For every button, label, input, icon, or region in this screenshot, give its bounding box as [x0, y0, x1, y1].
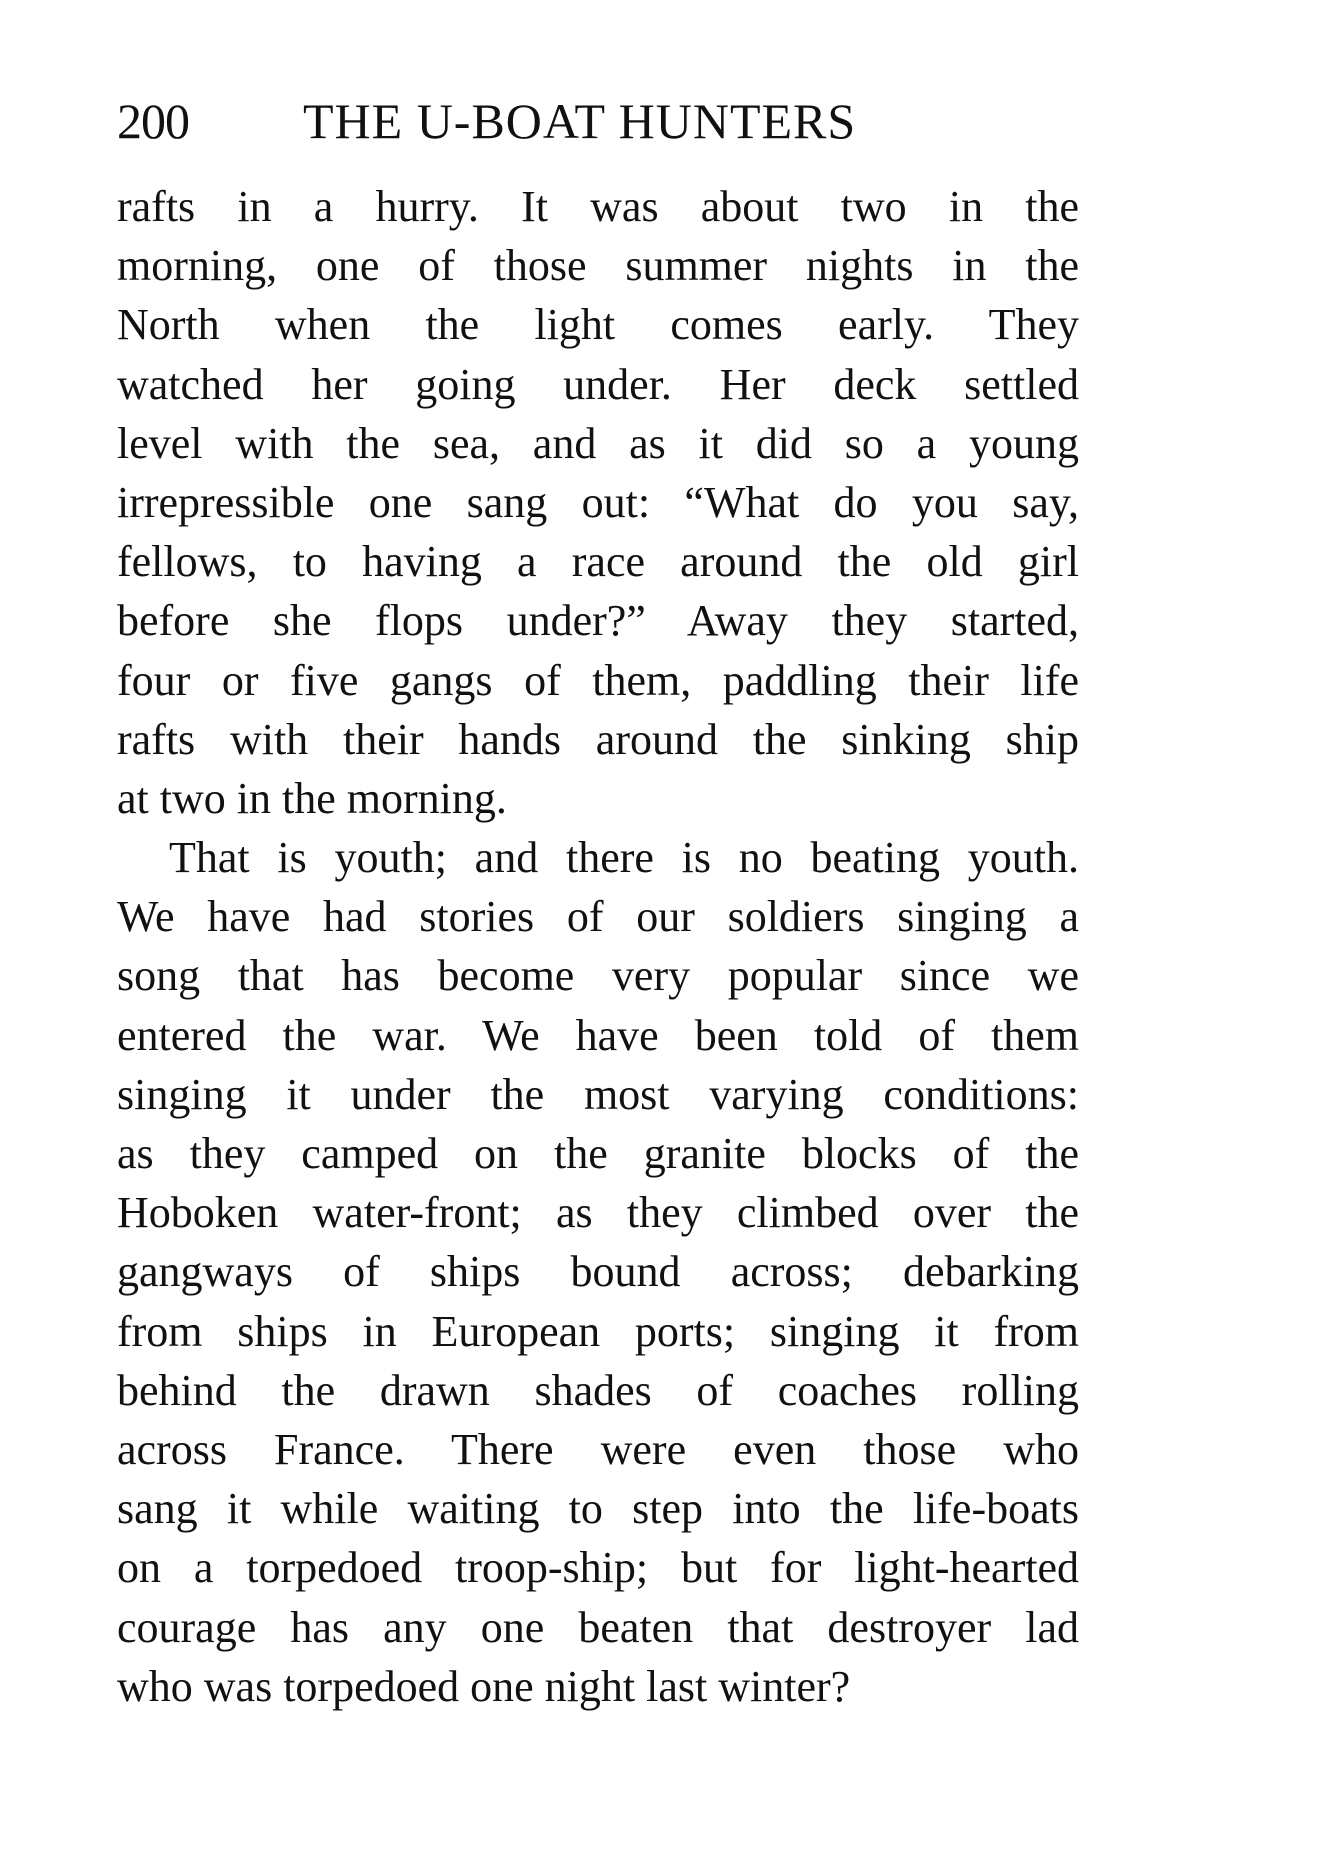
text-line: courage has any one beaten that destroyer lad [117, 1602, 1079, 1652]
text-line: rafts with their hands around the sinking ship [117, 714, 1079, 764]
text-line: morning, one of those summer nights in the [117, 241, 1079, 291]
text-line: rafts in a hurry. It was about two in the [117, 182, 1079, 231]
text-line: irrepressible one sang out: “What do you say, [117, 477, 1079, 527]
text-line: Hoboken water-front; as they climbed over the [117, 1188, 1079, 1238]
text-line: as they camped on the granite blocks of the [117, 1129, 1079, 1178]
text-line: from ships in European ports; singing it from [117, 1306, 1079, 1356]
text-line: watched her going under. Her deck settled [117, 359, 1079, 409]
paragraph-end-line: at two in the morning. [117, 773, 507, 823]
text-line: We have had stories of our soldiers singing a [117, 892, 1079, 942]
text-line: fellows, to having a race around the old girl [117, 537, 1079, 587]
text-line: behind the drawn shades of coaches rolling [117, 1365, 1079, 1415]
running-head [117, 86, 1079, 156]
text-line: before she flops under?” Away they started, [117, 596, 1079, 646]
running-title: THE U-BOAT HUNTERS [303, 93, 857, 149]
page-number: 200 [117, 93, 189, 149]
text-line: North when the light comes early. They [117, 300, 1079, 350]
text-line: song that has become very popular since we [117, 951, 1079, 1001]
text-line: singing it under the most varying conditions: [117, 1069, 1079, 1119]
text-line: sang it while waiting to step into the life-boats [117, 1484, 1079, 1534]
text-line: entered the war. We have been told of them [117, 1010, 1079, 1060]
paragraph-end-line: who was torpedoed one night last winter? [117, 1661, 851, 1711]
text-line: across France. There were even those who [117, 1424, 1079, 1474]
paragraph-start-line: That is youth; and there is no beating youth. [169, 833, 1079, 883]
text-line: four or five gangs of them, paddling their life [117, 655, 1079, 705]
text-line: on a torpedoed troop-ship; but for light-hearted [117, 1543, 1079, 1593]
text-line: level with the sea, and as it did so a young [117, 418, 1079, 468]
body-text [117, 177, 1079, 1716]
text-line: gangways of ships bound across; debarking [117, 1247, 1079, 1297]
